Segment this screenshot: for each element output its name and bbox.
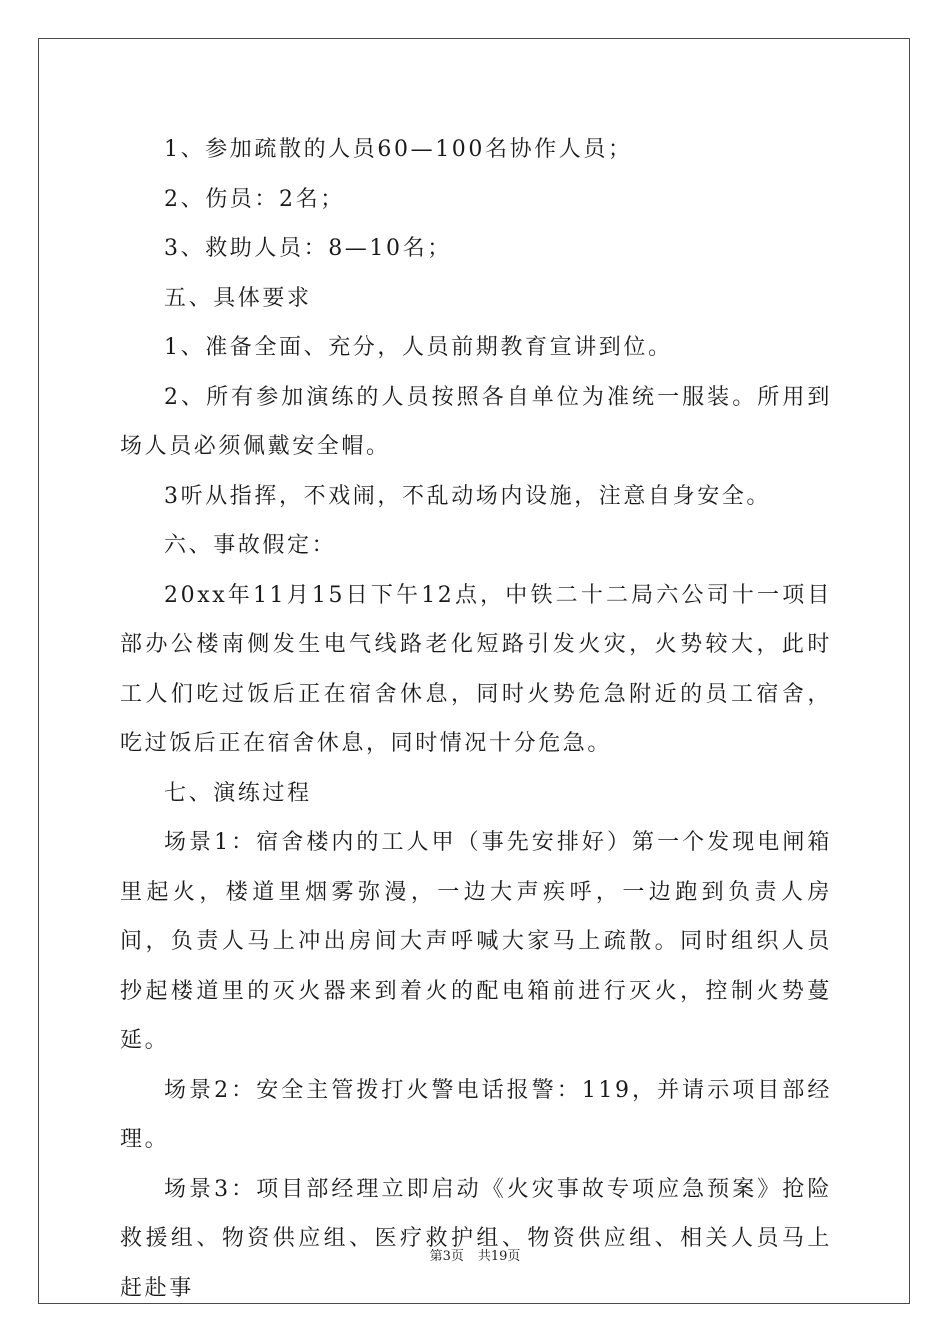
heading-accident-assumption: 六、事故假定： [164, 533, 337, 558]
heading-drill-process: 七、演练过程 [164, 780, 312, 806]
paragraph-scene-2: 场景2：安全主管拨打火警电话报警：119，并请示项目部经理。 [120, 1077, 832, 1152]
paragraph-uniform: 2、所有参加演练的人员按照各自单位为准统一服装。所用到场人员必须佩戴安全帽。 [120, 384, 832, 459]
paragraph-evacuees: 1、参加疏散的人员60—100名协作人员； [164, 137, 633, 162]
heading-requirements: 五、具体要求 [164, 285, 312, 311]
paragraph-scene-3: 场景3：项目部经理立即启动《火灾事故专项应急预案》抢险救援组、物资供应组、医疗救护组、物资供应组、相关人员马上赶赴事 [120, 1176, 832, 1301]
paragraph-obey: 3听从指挥，不戏闹，不乱动场内设施，注意自身安全。 [164, 483, 771, 509]
page-number-total: 共19页 [477, 1249, 521, 1264]
paragraph-preparation: 1、准备全面、充分，人员前期教育宣讲到位。 [164, 335, 673, 360]
paragraph-rescuers: 3、救助人员：8—10名； [164, 236, 452, 261]
paragraph-injured: 2、伤员：2名； [164, 186, 345, 212]
paragraph-scene-1: 场景1：宿舍楼内的工人甲（事先安排好）第一个发现电闸箱里起火，楼道里烟雾弥漫，一边大声疾呼，一边跑到负责人房间，负责人马上冲出房间大声呼喊大家马上疏散。同时组织人员抄起楼道里的灭火器来到着火的配电箱前进行灭火，控制火势蔓延。 [120, 830, 832, 1053]
page-footer [0, 1245, 950, 1264]
page-number-current: 第3页 [429, 1249, 464, 1264]
document-body [120, 125, 832, 1313]
paragraph-accident-description: 20xx年11月15日下午12点，中铁二十二局六公司十一项目部办公楼南侧发生电气线路老化短路引发火灾，火势较大，此时工人们吃过饭后正在宿舍休息，同时火势危急附近的员工宿舍，吃过饭后正在宿舍休息，同时情况十分危急。 [120, 582, 832, 756]
